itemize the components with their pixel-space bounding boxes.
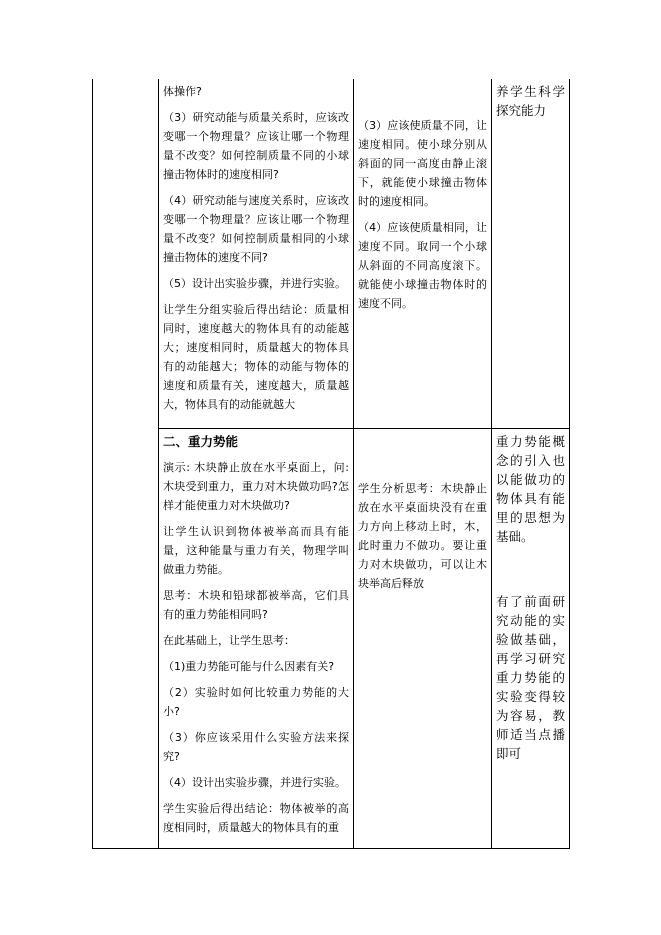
process-paragraph: （4）研究动能与速度关系时，应该改变哪一个物理量？应该让哪一个物理量不改变？如何控制质量相同的小球撞击物体的速度不同? (163, 194, 349, 264)
intent-paragraph: 有了前面研究动能的实验做基础，再学习研究重力势能的实验变得较为容易，教师适当点播即可 (496, 594, 565, 761)
table-column-student-activity (353, 79, 491, 848)
process-paragraph: 让学生分组实验后得出结论：质量相同时，速度越大的物体具有的动能越大；速度相同时，质量越大的物体具有的动能越大；物体的动能与物体的速度和质量有关，速度越大，质量越大，物体具有的动能就越大 (163, 303, 349, 411)
process-paragraph: 在此基础上，让学生思考： (163, 634, 295, 647)
student-paragraph: （4）应该使质量相同，让速度不同。取同一个小球从斜面的不同高度滚下。就能使小球撞击物体时的速度不同。 (358, 221, 487, 310)
intent-paragraph: 养学生科学探究能力 (496, 84, 565, 118)
lesson-plan-table (92, 79, 570, 849)
process-paragraph: （3）研究动能与质量关系时，应该改变哪一个物理量？应该让哪一个物理量不改变？如何控制质量不同的小球撞击物体时的速度相同? (163, 111, 349, 181)
process-paragraph: 让学生认识到物体被举高而具有能量，这种能量与重力有关，物理学叫做重力势能。 (163, 525, 349, 576)
student-paragraph: 学生分析思考：木块静止放在水平桌面块没有在重力方向上移动上时，木，此时重力不做功。要让重力对木块做功，可以让木块举高后释放 (358, 482, 487, 590)
process-paragraph: （4）设计出实验步骤，并进行实验。 (163, 776, 346, 789)
cell-teaching-process-row2 (159, 428, 353, 848)
process-paragraph: （2）实验时如何比较重力势能的大小? (163, 686, 349, 718)
cell-student-activity-row1 (354, 79, 491, 428)
process-paragraph: 演示: 木块静止放在水平桌面上，问:木块受到重力，重力对木块做功吗?怎样才能使重力对木块做功? (163, 461, 349, 512)
intent-paragraph: 重力势能概念的引入也以能做功的物体具有能里的思想为基础。 (496, 434, 565, 544)
process-paragraph: （5）设计出实验步骤，并进行实验。 (163, 277, 346, 290)
section-heading-gravitational-pe: 二、重力势能 (163, 434, 239, 449)
process-paragraph: 体操作? (163, 85, 202, 98)
process-paragraph-truncated: 学生实验后得出结论：物体被举的高度相同时，质量越大的物体具有的重 (163, 802, 349, 834)
cell-design-intent-row2 (492, 428, 569, 848)
table-column-teaching-process (158, 79, 353, 848)
process-paragraph: （1)重力势能可能与什么因素有关? (163, 660, 335, 673)
process-paragraph: 思考：木块和铅球都被举高，它们具有的重力势能相同吗? (163, 589, 349, 621)
cell-teaching-process-row1 (159, 79, 353, 428)
cell-student-activity-row2 (354, 428, 491, 848)
cell-design-intent-row1 (492, 79, 569, 428)
table-column-design-intent (491, 79, 570, 848)
table-column-left-empty (92, 79, 158, 848)
process-paragraph: （3）你应该采用什么实验方法来探究? (163, 731, 349, 763)
student-paragraph: （3）应该使质量不同，让速度相同。使小球分别从斜面的同一高度由静止滚下，就能使小球撞击物体时的速度相同。 (358, 119, 487, 208)
